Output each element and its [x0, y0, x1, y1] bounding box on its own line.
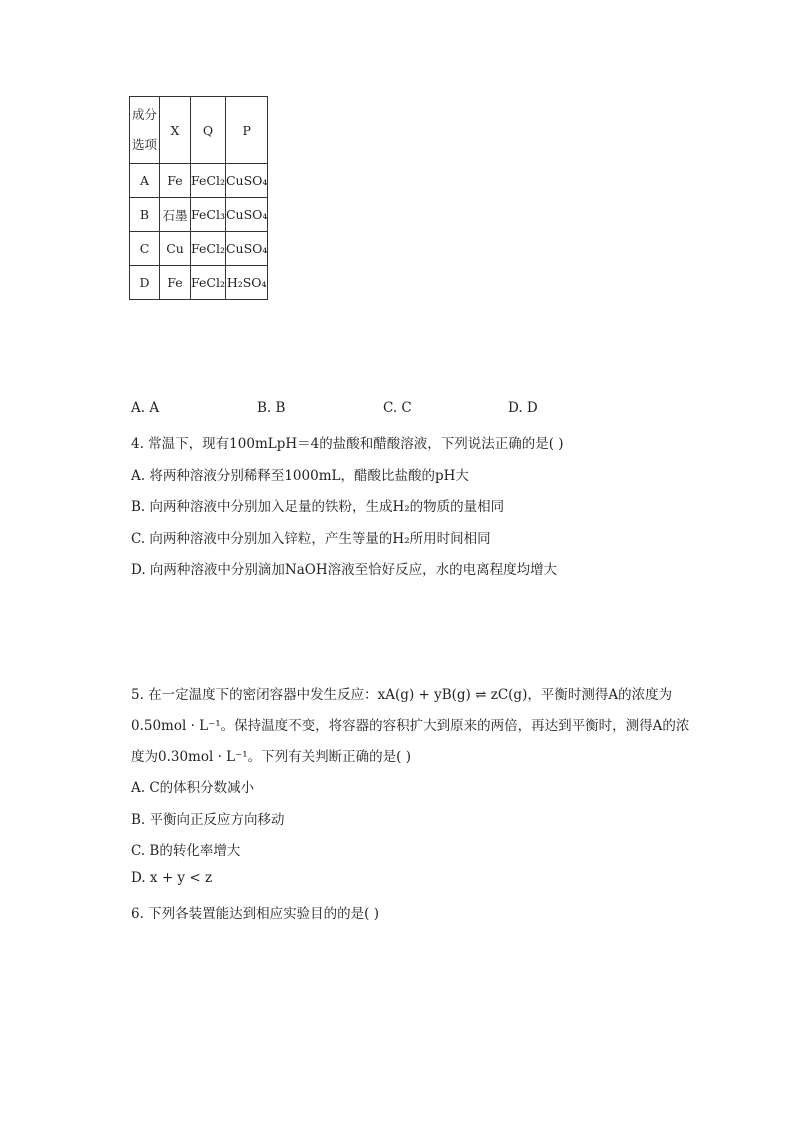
- q5-stem-line-2: 0.50mol · L⁻¹。保持温度不变，将容器的容积扩大到原来的两倍，再达到平衡时，测得A的浓: [131, 718, 690, 734]
- x-cell: Cu: [160, 232, 191, 266]
- q3-choice-b[interactable]: B. B: [257, 400, 286, 416]
- q5-option-a[interactable]: A. C的体积分数减小: [131, 780, 255, 796]
- q5-option-c[interactable]: C. B的转化率增大: [131, 843, 241, 859]
- x-cell: 石墨: [160, 198, 191, 232]
- q-cell: FeCl₂: [191, 232, 226, 266]
- table-row: [130, 266, 268, 300]
- q3-choice-d[interactable]: D. D: [508, 400, 538, 416]
- option-cell: D: [130, 266, 160, 300]
- option-cell: C: [130, 232, 160, 266]
- option-cell: B: [130, 198, 160, 232]
- p-cell: CuSO₄: [225, 198, 267, 232]
- corner-top-label: 成分: [131, 107, 157, 122]
- q5-option-b[interactable]: B. 平衡向正反应方向移动: [131, 812, 285, 828]
- table-corner-cell: [130, 97, 160, 164]
- x-cell: Fe: [160, 164, 191, 198]
- table-row: [130, 164, 268, 198]
- q5-stem-line-1: 5. 在一定温度下的密闭容器中发生反应：xA(g) + yB(g) ⇌ zC(g)，平衡时测得A的浓度为: [131, 687, 673, 703]
- column-header-x: X: [160, 97, 191, 164]
- q4-option-c[interactable]: C. 向两种溶液中分别加入锌粒，产生等量的H₂所用时间相同: [131, 531, 491, 547]
- column-header-p: P: [225, 97, 267, 164]
- q6-stem: 6. 下列各装置能达到相应实验目的的是( ): [131, 906, 379, 922]
- q-cell: FeCl₂: [191, 266, 226, 300]
- reagent-table: [129, 96, 268, 300]
- q-cell: FeCl₂: [191, 164, 226, 198]
- corner-bottom-label: 选项: [131, 137, 157, 152]
- q3-choice-c[interactable]: C. C: [383, 400, 412, 416]
- q4-option-a[interactable]: A. 将两种溶液分别稀释至1000mL，醋酸比盐酸的pH大: [131, 468, 469, 484]
- q-cell: FeCl₃: [191, 198, 226, 232]
- p-cell: H₂SO₄: [225, 266, 267, 300]
- p-cell: CuSO₄: [225, 164, 267, 198]
- p-cell: CuSO₄: [225, 232, 267, 266]
- q3-choice-a[interactable]: A. A: [131, 400, 160, 416]
- q4-stem: 4. 常温下，现有100mLpH＝4的盐酸和醋酸溶液，下列说法正确的是( ): [131, 436, 564, 452]
- q5-stem-line-3: 度为0.30mol · L⁻¹。下列有关判断正确的是( ): [131, 749, 412, 765]
- q3-choices: [131, 400, 691, 420]
- option-cell: A: [130, 164, 160, 198]
- table-header-row: [130, 97, 268, 164]
- q4-option-b[interactable]: B. 向两种溶液中分别加入足量的铁粉，生成H₂的物质的量相同: [131, 499, 505, 515]
- q5-option-d[interactable]: D. x + y < z: [131, 870, 213, 886]
- table-row: [130, 232, 268, 266]
- q4-option-d[interactable]: D. 向两种溶液中分别滴加NaOH溶液至恰好反应，水的电离程度均增大: [131, 562, 558, 578]
- x-cell: Fe: [160, 266, 191, 300]
- column-header-q: Q: [191, 97, 226, 164]
- table-row: [130, 198, 268, 232]
